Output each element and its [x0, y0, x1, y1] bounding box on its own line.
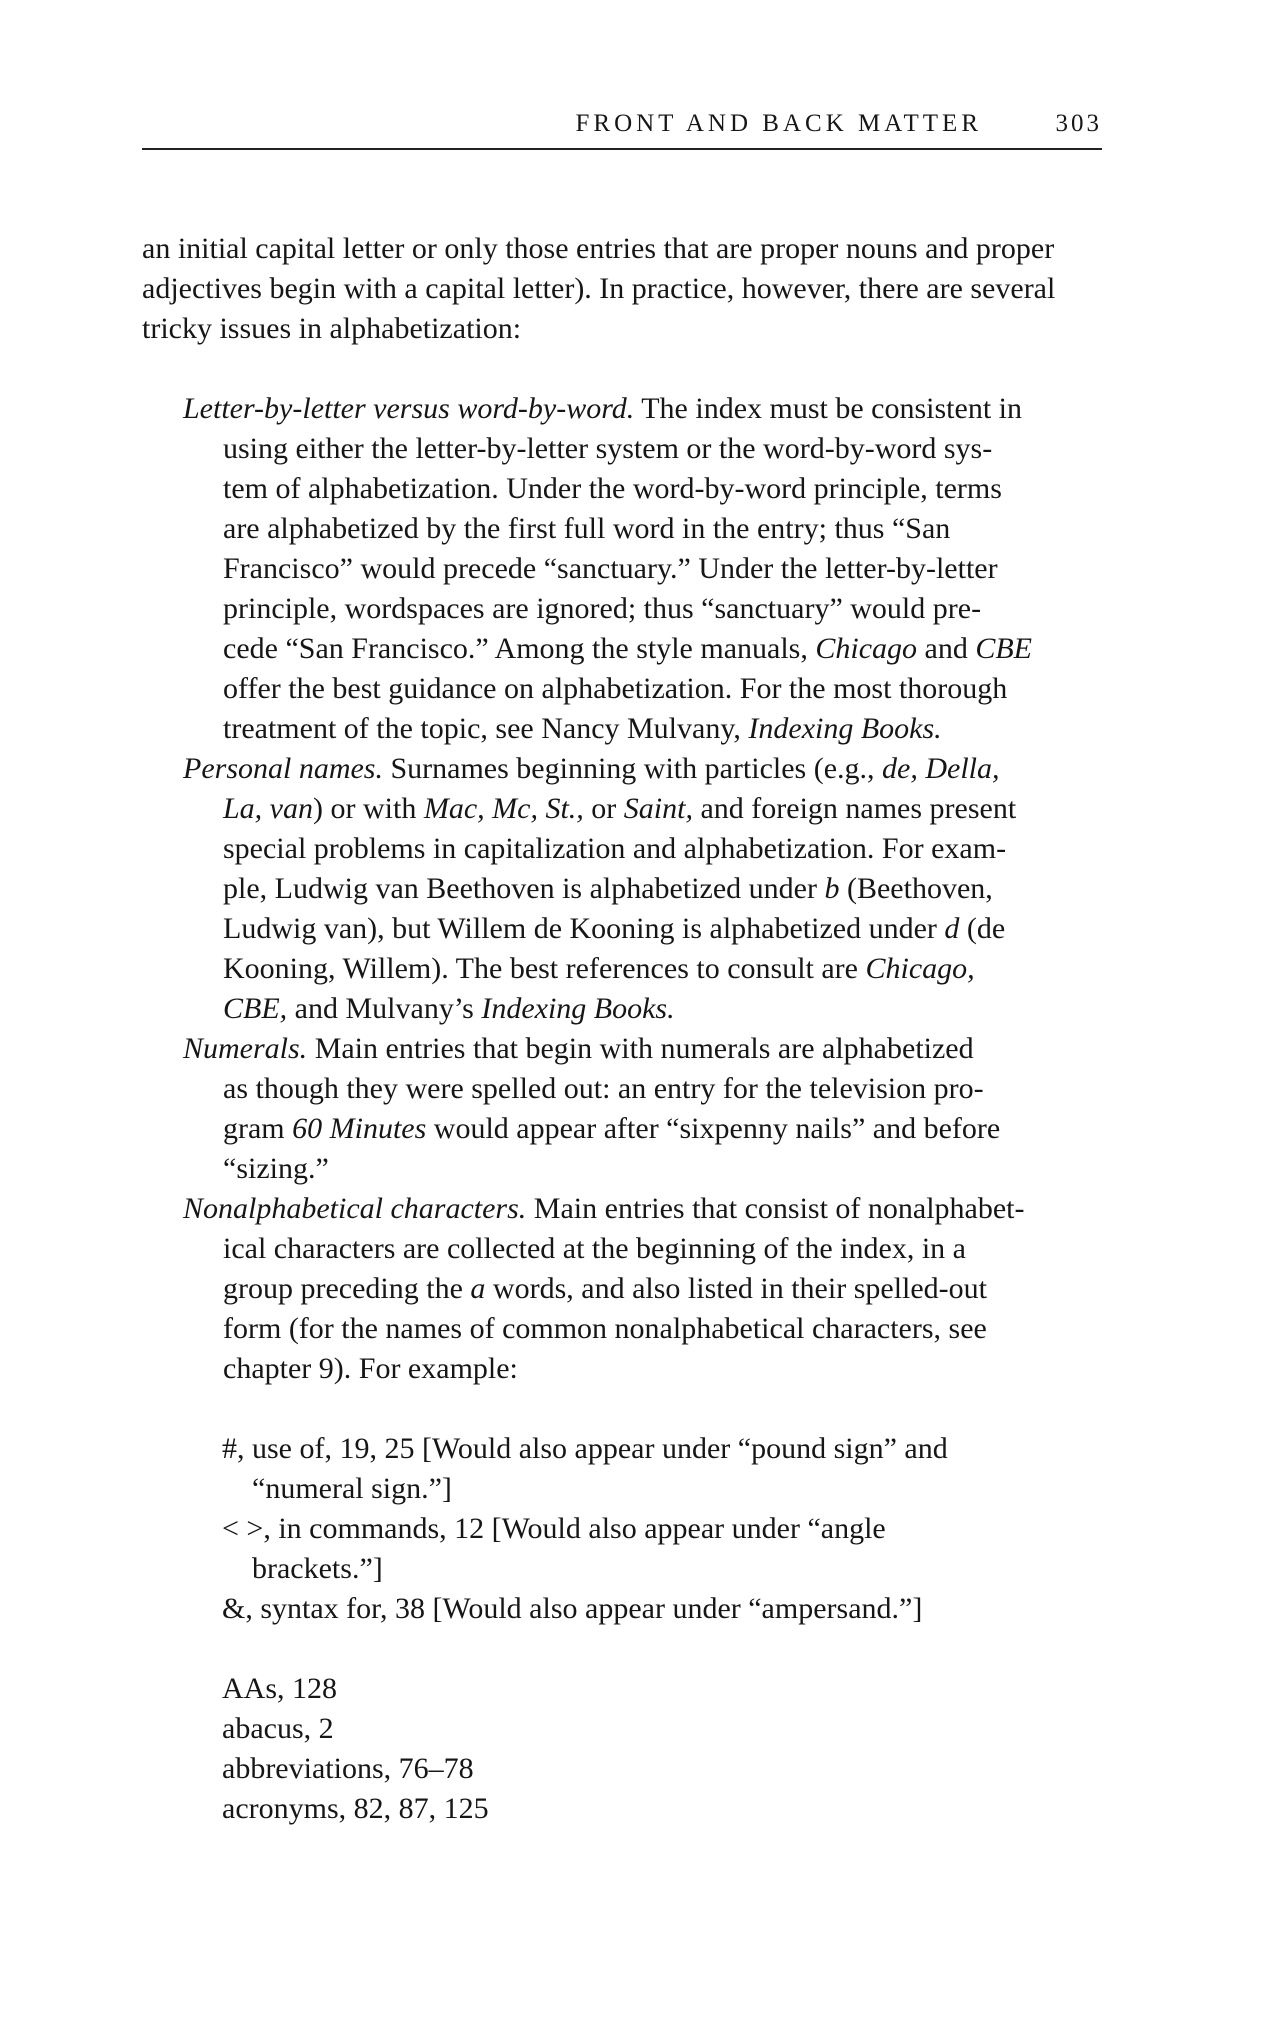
entry-line — [183, 1189, 1102, 1229]
text-run: Main entries that begin with numerals are alphabetized — [307, 1032, 974, 1065]
text-run: (Beethoven, — [839, 872, 993, 905]
italic-text: Personal names. — [183, 752, 383, 785]
example-line: &, syntax for, 38 [Would also appear under “ampersand.”] — [222, 1592, 923, 1625]
page-number: 303 — [1055, 110, 1102, 137]
example-entry — [222, 1509, 1102, 1589]
running-head — [142, 108, 1102, 150]
italic-text: Nonalphabetical characters. — [183, 1192, 527, 1225]
entry-line — [183, 389, 1102, 429]
entry-personal-names — [183, 749, 1102, 1029]
entry-line — [183, 1309, 1102, 1349]
entry-letter-by-letter — [183, 389, 1102, 749]
entry-line — [183, 1069, 1102, 1109]
intro-paragraph — [142, 229, 1102, 349]
text-run: or — [583, 792, 624, 825]
text-run: ) or with — [313, 792, 424, 825]
entry-line — [183, 749, 1102, 789]
text-run: using either the letter-by-letter system or the word-by-word sys- — [223, 432, 993, 465]
text-run: chapter 9). For example: — [223, 1352, 518, 1385]
body-text — [142, 229, 1102, 1829]
text-run: cede “San Francisco.” Among the style manuals, — [223, 632, 816, 665]
index-item: acronyms, 82, 87, 125 — [222, 1792, 489, 1825]
italic-text: Letter-by-letter versus word-by-word. — [183, 392, 635, 425]
text-run: principle, wordspaces are ignored; thus “sanctuary” would pre- — [223, 592, 982, 625]
entry-nonalphabetical — [183, 1189, 1102, 1389]
italic-text: Chicago, — [865, 952, 975, 985]
entry-line — [183, 1029, 1102, 1069]
entry-line — [183, 549, 1102, 589]
text-run: treatment of the topic, see Nancy Mulvany, — [223, 712, 749, 745]
entry-numerals — [183, 1029, 1102, 1189]
text-run: special problems in capitalization and alphabetization. For exam- — [223, 832, 1007, 865]
example-entry — [222, 1589, 1102, 1629]
intro-line: adjectives begin with a capital letter). In practice, however, there are several — [142, 272, 1056, 305]
italic-text: Numerals. — [183, 1032, 308, 1065]
text-run: as though they were spelled out: an entry for the television pro- — [223, 1072, 984, 1105]
text-run: ical characters are collected at the beginning of the index, in a — [223, 1232, 966, 1265]
italic-text: Indexing Books. — [748, 712, 942, 745]
entry-line — [183, 989, 1102, 1029]
italic-text: de, Della, — [882, 752, 1000, 785]
intro-line: an initial capital letter or only those entries that are proper nouns and proper — [142, 232, 1055, 265]
text-run: group preceding the — [223, 1272, 471, 1305]
italic-text: CBE, — [223, 992, 288, 1025]
text-run: and foreign names present — [692, 792, 1017, 825]
example-line: < >, in commands, 12 [Would also appear under “angle — [222, 1512, 886, 1545]
entry-line — [183, 629, 1102, 669]
entry-line — [183, 789, 1102, 829]
text-run: would appear after “sixpenny nails” and before — [426, 1112, 1001, 1145]
text-run: gram — [223, 1112, 293, 1145]
entry-line — [183, 1109, 1102, 1149]
italic-text: La, van — [223, 792, 313, 825]
text-run: tem of alphabetization. Under the word-by-word principle, terms — [223, 472, 1002, 505]
italic-text: Indexing Books. — [481, 992, 675, 1025]
text-run: “sizing.” — [223, 1152, 329, 1185]
entry-line — [183, 1349, 1102, 1389]
entry-line — [183, 429, 1102, 469]
italic-text: d — [944, 912, 960, 945]
italic-text: b — [824, 872, 840, 905]
text-run: The index must be consistent in — [634, 392, 1022, 425]
italic-text: 60 Minutes — [292, 1112, 427, 1145]
entry-line — [183, 949, 1102, 989]
example-line: #, use of, 19, 25 [Would also appear under “pound sign” and — [222, 1432, 948, 1465]
italic-text: a — [470, 1272, 486, 1305]
intro-line: tricky issues in alphabetization: — [142, 312, 522, 345]
sample-index-list — [222, 1669, 1102, 1829]
text-run: ple, Ludwig van Beethoven is alphabetized under — [223, 872, 825, 905]
text-run: offer the best guidance on alphabetization. For the most thorough — [223, 672, 1008, 705]
text-run: Ludwig van), but Willem de Kooning is alphabetized under — [223, 912, 945, 945]
alphabetization-issues-list — [183, 389, 1102, 1389]
entry-line — [183, 869, 1102, 909]
italic-text: Saint, — [623, 792, 693, 825]
text-run: and — [917, 632, 976, 665]
text-run: (de — [959, 912, 1006, 945]
entry-line — [183, 669, 1102, 709]
index-item: abacus, 2 — [222, 1712, 334, 1745]
text-run: and Mulvany’s — [287, 992, 482, 1025]
example-entry — [222, 1429, 1102, 1509]
example-line: “numeral sign.”] — [252, 1472, 452, 1505]
entry-line — [183, 1149, 1102, 1189]
text-run: are alphabetized by the first full word in the entry; thus “San — [223, 512, 951, 545]
text-run: form (for the names of common nonalphabetical characters, see — [223, 1312, 987, 1345]
entry-line — [183, 829, 1102, 869]
example-line: brackets.”] — [252, 1552, 383, 1585]
entry-line — [183, 1229, 1102, 1269]
example-index-entries — [222, 1429, 1102, 1629]
italic-text: Chicago — [815, 632, 918, 665]
entry-line — [183, 1269, 1102, 1309]
italic-text: CBE — [975, 632, 1033, 665]
text-run: Main entries that consist of nonalphabet- — [526, 1192, 1025, 1225]
italic-text: Mac, Mc, St., — [423, 792, 584, 825]
entry-line — [183, 589, 1102, 629]
text-run: Kooning, Willem). The best references to consult are — [223, 952, 866, 985]
index-item: AAs, 128 — [222, 1672, 338, 1705]
text-run: words, and also listed in their spelled-out — [485, 1272, 987, 1305]
entry-line — [183, 709, 1102, 749]
index-item: abbreviations, 76–78 — [222, 1752, 474, 1785]
entry-line — [183, 909, 1102, 949]
entry-line — [183, 509, 1102, 549]
running-head-title: FRONT AND BACK MATTER — [575, 110, 982, 137]
text-run: Surnames beginning with particles (e.g., — [382, 752, 883, 785]
entry-line — [183, 469, 1102, 509]
text-run: Francisco” would precede “sanctuary.” Under the letter-by-letter — [223, 552, 998, 585]
